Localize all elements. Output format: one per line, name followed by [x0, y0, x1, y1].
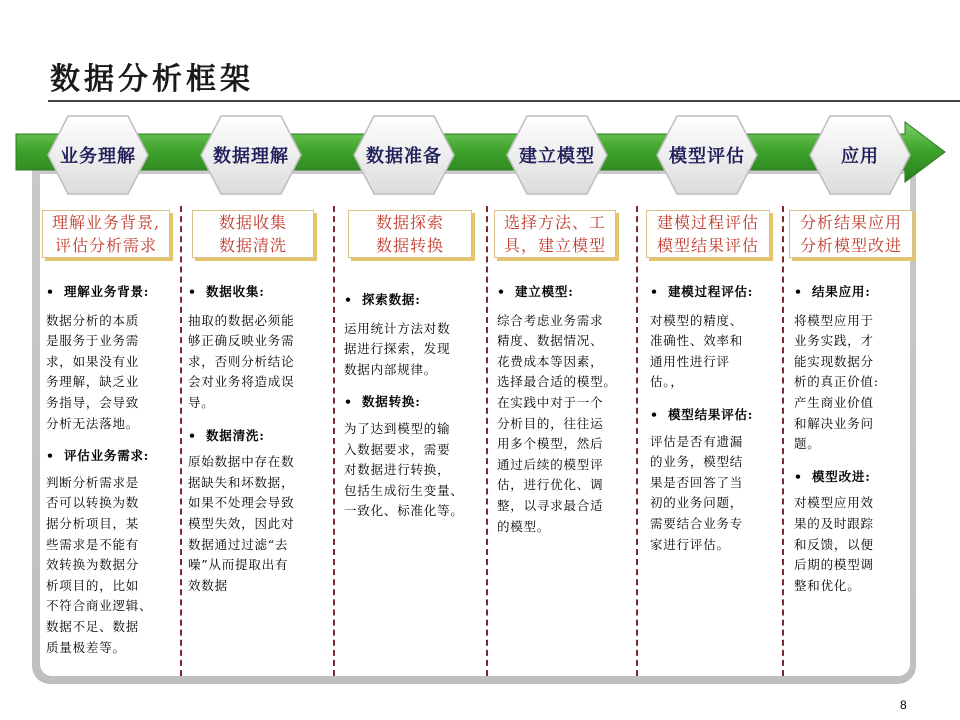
detail-column — [794, 282, 912, 596]
step-deployment[interactable] — [808, 114, 912, 196]
detail-text-line: 题。 — [794, 436, 821, 452]
detail-text-line: 通过后续的模型评 — [497, 456, 604, 472]
summary-line: 模型结果评估 — [656, 236, 759, 255]
detail-text-line: 需要结合业务专 — [650, 515, 744, 531]
detail-heading: • 数据清洗: — [188, 426, 328, 447]
detail-text-line: 务理解，缺乏业 — [46, 374, 140, 390]
summary-line: 分析模型改进 — [799, 236, 902, 255]
step-label: 数据理解 — [213, 146, 289, 167]
detail-heading: • 理解业务背景: — [46, 282, 178, 303]
column-divider — [486, 206, 488, 676]
detail-text-line: 为了达到模型的输 — [344, 420, 451, 436]
detail-text-line: 和反馈，以便 — [794, 536, 874, 552]
detail-text-line: 的业务，模型结 — [650, 454, 744, 470]
detail-text-line: 求，否则分析结论 — [188, 353, 295, 369]
summary-line: 建模过程评估 — [656, 213, 759, 232]
detail-column — [650, 282, 780, 555]
detail-heading: • 模型改进: — [794, 467, 912, 488]
detail-column — [497, 282, 635, 537]
summary-line: 数据转换 — [375, 236, 444, 255]
detail-text-line: 析的真正价值: — [794, 374, 879, 390]
step-label: 模型评估 — [669, 146, 745, 167]
detail-text-line: 质量极差等。 — [46, 639, 126, 655]
step-modeling[interactable] — [505, 114, 609, 196]
detail-text-line: 的模型。 — [497, 518, 551, 534]
detail-text-line: 选择最合适的模型。 — [497, 374, 617, 390]
detail-heading: • 建模过程评估: — [650, 282, 780, 303]
detail-text-line: 能实现数据分 — [794, 353, 874, 369]
detail-text-line: 在实践中对于一个 — [497, 394, 604, 410]
detail-text-line: 产生商业价值 — [794, 394, 874, 410]
detail-text-line: 运用统计方法对数 — [344, 320, 451, 336]
detail-text-line: 一致化、标准化等。 — [344, 503, 464, 519]
detail-text-line: 析项目的，比如 — [46, 577, 140, 593]
detail-text-line: 果是否回答了当 — [650, 474, 744, 490]
detail-text-line: 判断分析需求是 — [46, 474, 140, 490]
detail-heading: • 数据转换: — [344, 392, 484, 413]
detail-heading: • 探索数据: — [344, 290, 484, 311]
detail-text-line: 会对业务将造成误 — [188, 374, 295, 390]
detail-text-line: 用多个模型，然后 — [497, 436, 604, 452]
detail-text-line: 数据通过过滤“去 — [188, 536, 289, 552]
summary-box — [192, 210, 314, 258]
detail-text-line: 入数据要求，需要 — [344, 441, 451, 457]
detail-text-line: 据缺失和坏数据， — [188, 474, 295, 490]
detail-text-line: 家进行评估。 — [650, 536, 730, 552]
detail-text-line: 数据内部规律。 — [344, 361, 438, 377]
column-divider — [180, 206, 182, 676]
column-divider — [782, 206, 784, 676]
detail-text-line: 初的业务问题， — [650, 495, 744, 511]
step-label: 建立模型 — [519, 146, 595, 167]
detail-text-line: 如果不处理会导致 — [188, 495, 295, 511]
summary-line: 理解业务背景, — [51, 213, 161, 232]
detail-column — [344, 290, 484, 522]
detail-column — [188, 282, 328, 596]
summary-box — [494, 210, 616, 258]
detail-text-line: 导。 — [188, 394, 215, 410]
detail-text-line: 对模型的精度、 — [650, 312, 744, 328]
summary-box — [348, 210, 472, 258]
detail-text-line: 些需求是不能有 — [46, 536, 140, 552]
summary-line: 数据收集 — [218, 213, 287, 232]
detail-text-line: 不符合商业逻辑、 — [46, 598, 153, 614]
summary-box — [646, 210, 770, 258]
page-number: 8 — [900, 698, 907, 712]
detail-column — [46, 282, 178, 658]
detail-heading: • 评估业务需求: — [46, 446, 178, 467]
detail-text-line: 包括生成衍生变量、 — [344, 482, 464, 498]
detail-text-line: 估，进行优化、调 — [497, 477, 604, 493]
detail-text-line: 后期的模型调 — [794, 557, 874, 573]
step-data-preparation[interactable] — [352, 114, 456, 196]
detail-text-line: 估。， — [650, 374, 684, 390]
detail-text-line: 整和优化。 — [794, 577, 861, 593]
summary-line: 评估分析需求 — [54, 236, 157, 255]
detail-text-line: 够正确反映业务需 — [188, 333, 295, 349]
detail-text-line: 据进行探索，发现 — [344, 341, 451, 357]
summary-line: 选择方法、工 — [503, 213, 606, 232]
title-underline — [48, 100, 960, 102]
detail-text-line: 据分析项目，某 — [46, 515, 140, 531]
detail-text-line: 噪”从而提取出有 — [188, 557, 289, 573]
detail-text-line: 数据分析的本质 — [46, 312, 140, 328]
detail-text-line: 果的及时跟踪 — [794, 515, 874, 531]
detail-text-line: 评估是否有遗漏 — [650, 433, 744, 449]
detail-heading: • 建立模型: — [497, 282, 635, 303]
detail-text-line: 整，以寻求最合适 — [497, 497, 604, 513]
detail-text-line: 效转换为数据分 — [46, 557, 140, 573]
detail-heading: • 模型结果评估: — [650, 405, 780, 426]
detail-text-line: 数据不足、数据 — [46, 618, 140, 634]
summary-line: 分析结果应用 — [799, 213, 902, 232]
summary-line: 具，建立模型 — [503, 236, 606, 255]
step-data-understanding[interactable] — [199, 114, 303, 196]
detail-text-line: 求，如果没有业 — [46, 353, 140, 369]
page-title: 数据分析框架 — [50, 62, 254, 97]
detail-heading: • 结果应用: — [794, 282, 912, 303]
step-label: 业务理解 — [60, 146, 136, 167]
detail-text-line: 花费成本等因素， — [497, 353, 604, 369]
detail-heading: • 数据收集: — [188, 282, 328, 303]
detail-text-line: 对数据进行转换， — [344, 462, 451, 478]
summary-line: 数据清洗 — [218, 236, 287, 255]
summary-box — [789, 210, 913, 258]
column-divider — [333, 206, 335, 676]
detail-text-line: 将模型应用于 — [794, 312, 874, 328]
detail-text-line: 分析无法落地。 — [46, 415, 140, 431]
detail-text-line: 否可以转换为数 — [46, 495, 140, 511]
detail-text-line: 业务实践，才 — [794, 333, 874, 349]
detail-text-line: 效数据 — [188, 577, 228, 593]
step-label: 数据准备 — [366, 146, 442, 167]
step-evaluation[interactable] — [655, 114, 759, 196]
summary-line: 数据探索 — [375, 213, 444, 232]
detail-text-line: 综合考虑业务需求 — [497, 312, 604, 328]
step-label: 应用 — [841, 146, 879, 167]
detail-text-line: 通用性进行评 — [650, 353, 730, 369]
step-business-understanding[interactable] — [46, 114, 150, 196]
detail-text-line: 分析目的，往往运 — [497, 415, 604, 431]
detail-text-line: 准确性、效率和 — [650, 333, 744, 349]
column-divider — [636, 206, 638, 676]
detail-text-line: 抽取的数据必须能 — [188, 312, 295, 328]
summary-box — [42, 210, 170, 258]
detail-text-line: 和解决业务问 — [794, 415, 874, 431]
detail-text-line: 原始数据中存在数 — [188, 454, 295, 470]
detail-text-line: 精度、数据情况、 — [497, 333, 604, 349]
detail-text-line: 模型失效，因此对 — [188, 515, 295, 531]
detail-text-line: 对模型应用效 — [794, 495, 874, 511]
detail-text-line: 务指导，会导致 — [46, 394, 140, 410]
detail-text-line: 是服务于业务需 — [46, 333, 140, 349]
